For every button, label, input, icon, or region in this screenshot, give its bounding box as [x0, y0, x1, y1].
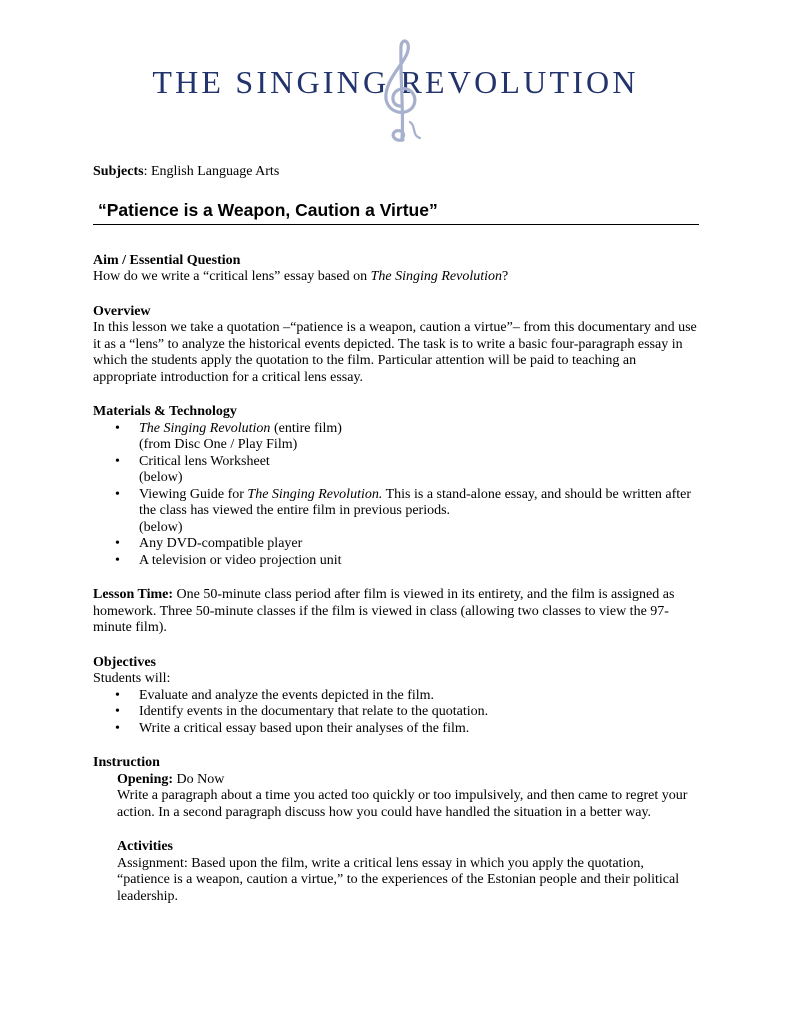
material-text: This is a stand-alone essay, and should be written after the class has viewed the entire film in previous periods. — [139, 486, 692, 518]
lesson-title: “Patience is a Weapon, Caution a Virtue” — [93, 200, 699, 225]
objectives-section — [93, 655, 699, 738]
lesson-time-text: One 50-minute class period after film is viewed in its entirety, and the film is assigned as homework. Three 50-minute classes if the film is viewed in class (allowing two classes to view the 97-minute film). — [93, 587, 675, 635]
subjects-line — [93, 164, 699, 181]
list-item — [139, 553, 699, 570]
material-film-title: The Singing Revolution — [139, 420, 271, 436]
material-text: A television or video projection unit — [139, 552, 342, 568]
subjects-value: : English Language Arts — [143, 164, 280, 179]
activities-text: Assignment: Based upon the film, write a critical lens essay in which you apply the quotation, “patience is a weapon, caution a virtue,” to the experiences of the Estonian people and their political leadership. — [117, 855, 680, 904]
overview-heading: Overview — [93, 303, 151, 319]
aim-text — [93, 269, 699, 286]
list-item — [139, 487, 699, 537]
logo — [0, 24, 791, 139]
material-text: (entire film) — [270, 420, 342, 436]
overview-text: In this lesson we take a quotation –“patience is a weapon, caution a virtue”– from this documentary and use it as a “lens” to analyze the historical events depicted. The task is to write a basic four-paragraph essay in which the students apply the quotation to the film. Particular attention will be paid to teaching an appropriate introduction for a critical lens essay. — [93, 320, 697, 385]
materials-list — [93, 421, 699, 570]
instruction-section — [93, 755, 699, 905]
material-text: Any DVD-compatible player — [139, 536, 303, 551]
opening-line — [117, 772, 699, 789]
objectives-intro: Students will: — [93, 671, 171, 686]
list-item: • Identify events in the documentary that relate to the quotation. — [139, 704, 699, 721]
lesson-time-label: Lesson Time: — [93, 587, 173, 602]
list-item — [139, 421, 699, 454]
lesson-time — [93, 587, 699, 637]
opening-value: Do Now — [173, 771, 225, 787]
objectives-list — [93, 688, 699, 738]
materials-section — [93, 404, 699, 569]
material-text: Critical lens Worksheet — [139, 453, 270, 469]
document-body — [93, 160, 699, 905]
instruction-heading: Instruction — [93, 755, 160, 770]
list-item: • Evaluate and analyze the events depicted in the film. — [139, 688, 699, 705]
aim-film-title: The Singing Revolution — [370, 269, 503, 284]
material-pre: Viewing Guide for — [139, 486, 248, 502]
opening-text: Write a paragraph about a time you acted too quickly or too impulsively, and then came to regret your action. In a second paragraph discuss how you could have handled the situation in a better way. — [117, 788, 688, 820]
list-item — [139, 536, 699, 553]
material-film-title: The Singing Revolution. — [247, 486, 383, 502]
aim-text-after: ? — [502, 269, 509, 284]
material-sub: (below) — [139, 519, 183, 535]
aim-heading: Aim / Essential Question — [93, 252, 241, 268]
list-item: • Write a critical essay based upon their analyses of the film. — [139, 721, 699, 738]
overview-section — [93, 304, 699, 387]
subjects-label: Subjects — [93, 164, 144, 179]
aim-section — [93, 253, 699, 286]
list-item — [139, 454, 699, 487]
instruction-body — [93, 772, 699, 906]
treble-clef-icon — [376, 36, 426, 148]
materials-heading: Materials & Technology — [93, 404, 237, 419]
aim-text-before: How do we write a “critical lens” essay based on — [93, 269, 371, 284]
logo-text: THE SINGING REVOLUTION — [152, 64, 639, 100]
material-sub: (below) — [139, 470, 183, 485]
material-sub: (from Disc One / Play Film) — [139, 437, 298, 452]
objectives-heading: Objectives — [93, 654, 156, 670]
activities-heading: Activities — [117, 839, 173, 854]
opening-label: Opening: — [117, 771, 174, 787]
